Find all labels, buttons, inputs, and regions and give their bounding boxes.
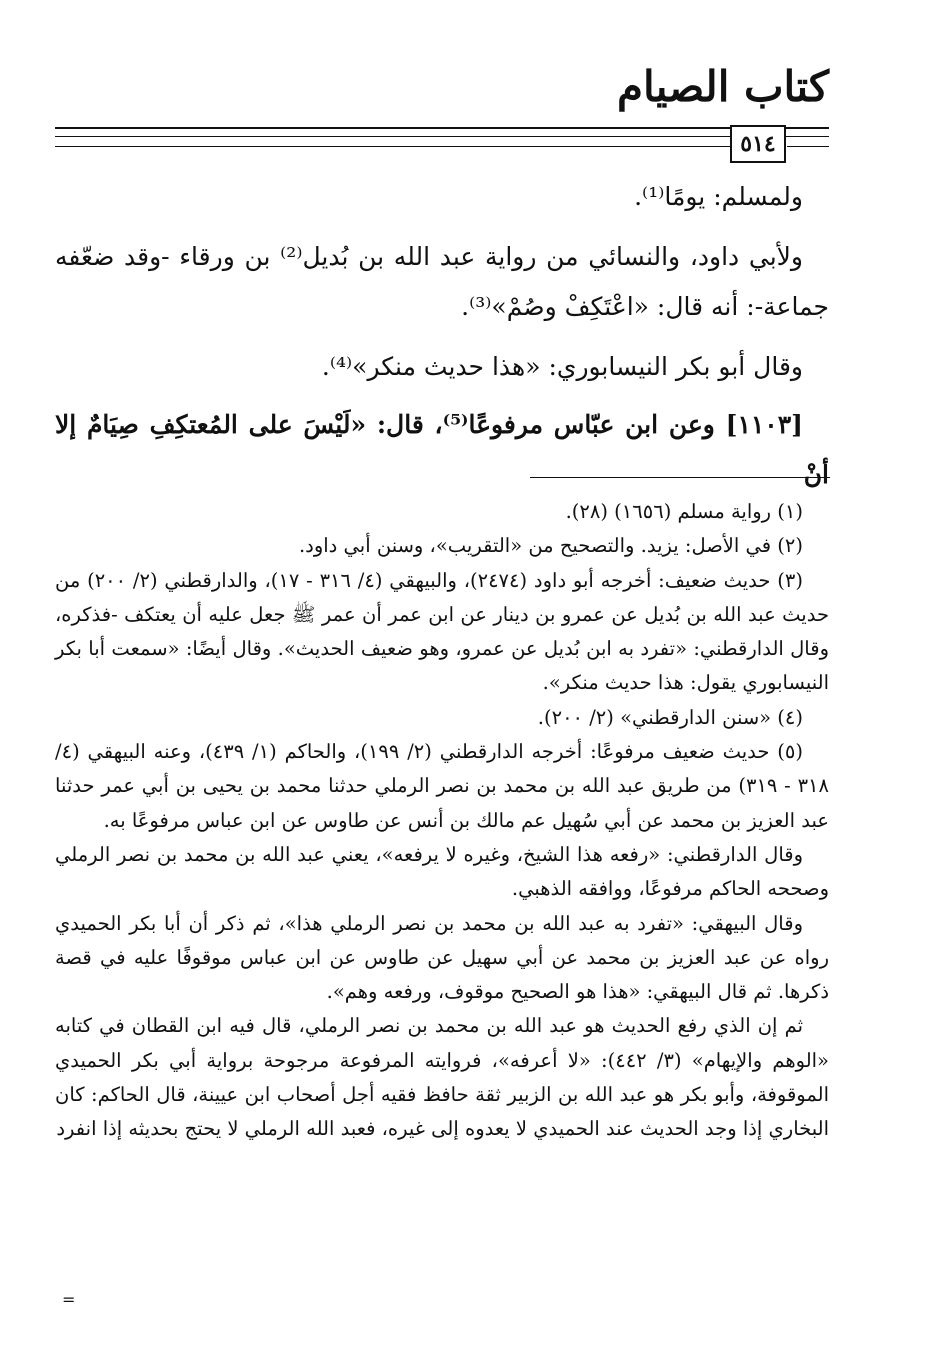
footnote-2: (٢) في الأصل: يزيد. والتصحيح من «التقريب»، وسنن أبي داود. [298, 534, 803, 558]
page-number-box: ٥١٤ [730, 125, 786, 163]
footnote-5-bayhaqi: وقال البيهقي: «تفرد به عبد الله بن محمد بن نصر الرملي هذا»، ثم ذكر أن أبا بكر الحميدي رواه عن عبد العزيز بن محمد عن أبي سهيل عن طاوس عن ابن عباس موقوفًا عليه في قصة ذكرها. ثم قال البيهقي: «هذا هو الصحيح موقوف، ورفعه وهم». [55, 911, 829, 1004]
footnote-5: (٥) حديث ضعيف مرفوعًا: أخرجه الدارقطني (٢/ ١٩٩)، والحاكم (١/ ٤٣٩)، وعنه البيهقي (٤/ ٣١٨ - ٣١٩) من طريق عبد الله بن محمد بن نصر الرملي حدثنا محمد بن يحيى بن أبي عمر حدثنا عبد العزيز بن محمد عن أبي سُهيل عم مالك بن أنس عن طاوس عن ابن عباس مرفوعًا به. [55, 740, 829, 832]
header-rule-thin [55, 136, 829, 137]
main-paragraph-1: ولمسلم: يومًا⁽¹⁾. [634, 182, 803, 211]
footnote-3: (٣) حديث ضعيف: أخرجه أبو داود (٢٤٧٤)، والبيهقي (٤/ ٣١٦ - ١٧)، والدارقطني (٢/ ٢٠٠) من حديث عبد الله بن بُديل عن عمرو بن دينار عن ابن عمر أن عمر ﷺ جعل عليه أن يعتكف -فذكره، وقال الدارقطني: «تفرد به ابن بُديل عن عمرو، وهو ضعيف الحديث». وقال أيضًا: «سمعت أبا بكر النيسابوري يقول: هذا حديث منكر». [55, 568, 829, 695]
header-rule-lower-left [55, 146, 731, 147]
footnote-1: (١) رواية مسلم (١٦٥٦) (٢٨). [565, 500, 803, 523]
main-paragraph-2: ولأبي داود، والنسائي من رواية عبد الله بن بُديل⁽²⁾ بن ورقاء -وقد ضعّفه جماعة-: أنه قال: «اعْتَكِفْ وصُمْ»⁽³⁾. [55, 242, 829, 321]
main-text-3 [55, 342, 829, 392]
main-text-2 [55, 232, 829, 332]
main-text-4 [55, 400, 829, 500]
footnote-5-conclusion: ثم إن الذي رفع الحديث هو عبد الله بن محمد بن نصر الرملي، قال فيه ابن القطان في كتابه «الوهم والإيهام» (٣/ ٤٤٢): «لا أعرفه»، فروايته المرفوعة مرجوحة برواية أبي بكر الحميدي الموقوفة، وأبو بكر هو عبد الله بن الزبير ثقة حافظ فقيه أجل أصحاب ابن عيينة، قال الحاكم: كان البخاري إذا وجد الحديث عند الحميدي لا يعدوه إلى غيره، فعبد الله الرملي لا يحتج بحديثه إذا انفرد [55, 1014, 829, 1141]
hadith-1103-paragraph: [١١٠٣] وعن ابن عبّاس مرفوعًا⁽⁵⁾، قال: «لَيْسَ على المُعتكِفِ صِيَامٌ إلا أنْ [55, 410, 829, 489]
running-header-title: كتاب الصيام [617, 62, 829, 111]
continuation-mark: = [62, 1290, 76, 1309]
footnote-4: (٤) «سنن الدارقطني» (٢/ ٢٠٠). [537, 705, 803, 729]
main-paragraph-3: وقال أبو بكر النيسابوري: «هذا حديث منكر»⁽⁴⁾. [321, 352, 803, 381]
header-rule-lower-right [787, 146, 829, 147]
footnote-5-daraqutni: وقال الدارقطني: «رفعه هذا الشيخ، وغيره لا يرفعه»، يعني عبد الله بن محمد بن نصر الرملي وصححه الحاكم مرفوعًا، ووافقه الذهبي. [55, 842, 829, 901]
footnotes-section [55, 495, 829, 1147]
header-rule-thick [55, 127, 829, 129]
main-text [55, 172, 829, 222]
footnote-separator [530, 477, 830, 478]
